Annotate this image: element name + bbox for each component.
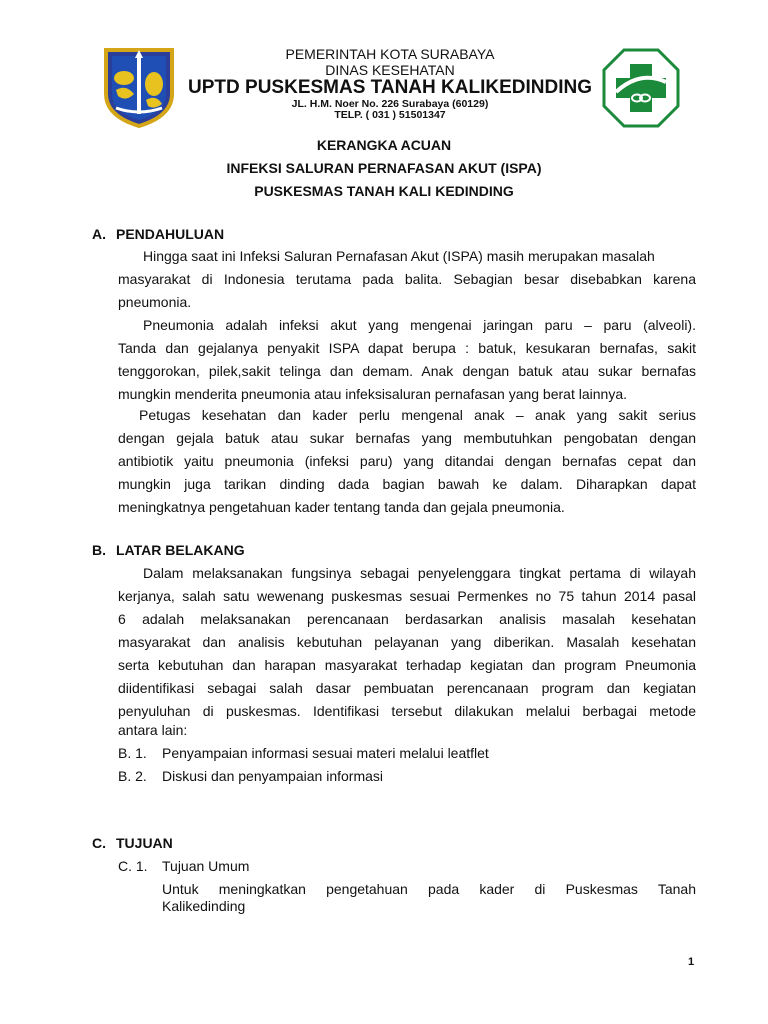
section-c-heading [92, 835, 173, 851]
paragraph-line: masyarakat di Indonesia terutama pada balita. Sebagian besar disebabkan karena [118, 271, 696, 287]
paragraph-line: Pneumonia adalah infeksi akut yang mengenai jaringan paru – paru (alveoli). [143, 317, 696, 333]
paragraph-line: mungkin juga tarikan dinding dada bagian bawah ke dalam. Diharapkan dapat [118, 476, 696, 492]
section-b-heading [92, 542, 245, 558]
section-c-title: TUJUAN [116, 835, 173, 851]
paragraph-line: penyuluhan di puskesmas. Identifikasi tersebut dilakukan melalui berbagai metode [118, 703, 696, 719]
section-c-letter: C. [92, 835, 106, 851]
section-b-letter: B. [92, 542, 106, 558]
paragraph-line: Hingga saat ini Infeksi Saluran Pernafasan Akut (ISPA) masih merupakan masalah [143, 248, 655, 264]
paragraph-line: diidentifikasi sebagai salah dasar pembuatan perencanaan program dan kegiatan [118, 680, 696, 696]
section-a-letter: A. [92, 226, 106, 242]
header-government: PEMERINTAH KOTA SURABAYA [285, 46, 495, 62]
list-item [118, 745, 489, 761]
paragraph-line: pneumonia. [118, 294, 192, 310]
page-number: 1 [688, 956, 695, 968]
paragraph-line: Dalam melaksanakan fungsinya sebagai penyelenggara tingkat pertama di wilayah [143, 565, 696, 581]
section-b-title: LATAR BELAKANG [116, 542, 245, 558]
paragraph-line: 6 adalah melaksanakan perencanaan berdasarkan analisis masalah kesehatan [118, 611, 696, 627]
header-institution: UPTD PUSKESMAS TANAH KALIKEDINDING [188, 77, 592, 98]
list-item-text: Penyampaian informasi sesuai materi melalui leatflet [162, 745, 489, 761]
paragraph-line: Kalikedinding [162, 898, 246, 914]
list-item-number: C. 1. [118, 858, 148, 874]
paragraph-line: mungkin menderita pneumonia atau infeksisaluran pernafasan yang berat lainnya. [118, 386, 627, 402]
section-a-heading [92, 226, 224, 242]
paragraph-line: meningkatnya pengetahuan kader tentang tanda dan gejala pneumonia. [118, 499, 565, 515]
paragraph-line: tenggorokan, pilek,sakit telinga dan demam. Anak dengan batuk atau sukar bernafas [118, 363, 696, 379]
puskesmas-logo [600, 46, 682, 130]
list-item-number: B. 1. [118, 745, 147, 761]
paragraph-line: antibiotik yaitu pneumonia (infeksi paru) yang ditandai dengan bernafas cepat dan [118, 453, 696, 469]
paragraph-line: Tanda dan gejalanya penyakit ISPA dapat berupa : batuk, kesukaran bernafas, sakit [118, 340, 696, 356]
city-emblem-logo [100, 44, 178, 128]
list-item [118, 858, 249, 874]
doc-title-line-1: KERANGKA ACUAN [316, 137, 452, 153]
list-item [118, 768, 383, 784]
paragraph-line: serta kebutuhan dan harapan masyarakat terhadap kegiatan dan program Pneumonia [118, 657, 696, 673]
doc-title-line-2: INFEKSI SALURAN PERNAFASAN AKUT (ISPA) [226, 160, 542, 176]
paragraph-line: antara lain: [118, 722, 188, 738]
list-item-number: B. 2. [118, 768, 147, 784]
header-phone: TELP. ( 031 ) 51501347 [334, 109, 446, 121]
list-item-text: Diskusi dan penyampaian informasi [162, 768, 383, 784]
paragraph-line: Petugas kesehatan dan kader perlu mengenal anak – anak yang sakit serius [139, 407, 696, 423]
paragraph-line: dengan gejala batuk atau sukar bernafas yang membutuhkan pengobatan dengan [118, 430, 696, 446]
header-address: JL. H.M. Noer No. 226 Surabaya (60129) [291, 98, 489, 110]
list-item-text: Tujuan Umum [162, 858, 250, 874]
paragraph-line: Untuk meningkatkan pengetahuan pada kader di Puskesmas Tanah [162, 881, 696, 897]
header-department: DINAS KESEHATAN [325, 62, 455, 78]
paragraph-line: masyarakat dan analisis kebutuhan pelayanan yang diberikan. Masalah kesehatan [118, 634, 696, 650]
section-a-title: PENDAHULUAN [116, 226, 225, 242]
doc-title-line-3: PUSKESMAS TANAH KALI KEDINDING [254, 183, 514, 199]
paragraph-line: kerjanya, salah satu wewenang puskesmas sesuai Permenkes no 75 tahun 2014 pasal [118, 588, 696, 604]
